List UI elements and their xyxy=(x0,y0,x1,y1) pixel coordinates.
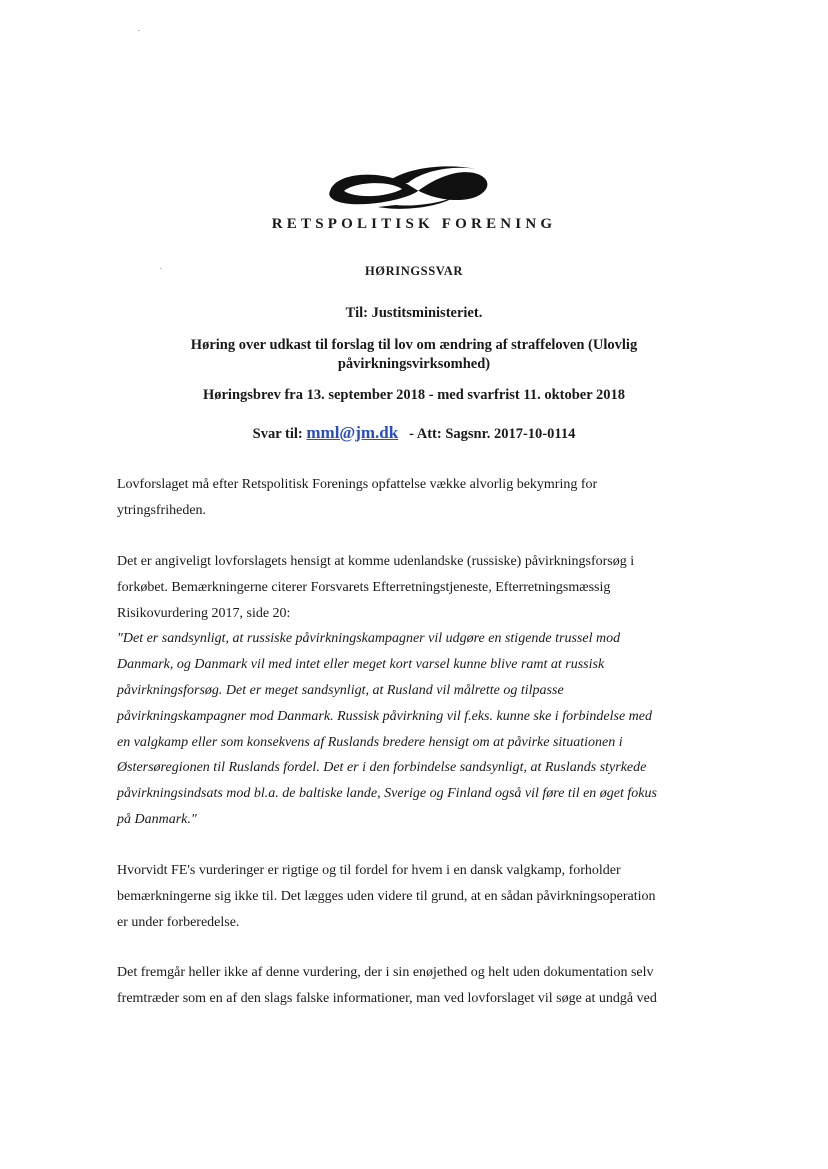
quote-line: en valgkamp eller som konsekvens af Ruslands bredere hensigt om at påvirke situationen i xyxy=(117,734,623,750)
document-type-heading: HØRINGSSVAR xyxy=(364,264,464,278)
text-line: bemærkningerne sig ikke til. Det lægges uden videre til grund, at en sådan påvirkningsoperation xyxy=(117,888,656,904)
quote-line: påvirkningsindsats mod bl.a. de baltiske lande, Sverige og Finland også vil føre til en øget fokus xyxy=(117,786,657,802)
quote-line: på Danmark." xyxy=(117,811,197,827)
case-reference: - Att: Sagsnr. 2017-10-0114 xyxy=(409,426,576,442)
reply-prefix: Svar til: xyxy=(252,426,303,442)
reply-email-link[interactable]: mml@jm.dk xyxy=(306,423,399,442)
paragraph-3 xyxy=(117,858,707,935)
infinity-swoosh-logo xyxy=(326,161,494,215)
recipient-line: Til: Justitsministeriet. xyxy=(345,305,483,321)
quote-line: Danmark, og Danmark vil med intet eller meget kort varsel kunne blive ramt at russisk xyxy=(117,657,605,673)
text-line: Risikovurdering 2017, side 20: xyxy=(117,605,291,621)
subject-line-2: påvirkningsvirksomhed) xyxy=(337,356,491,372)
text-line: Lovforslaget må efter Retspolitisk Forenings opfattelse vække alvorlig bekymring for xyxy=(117,477,598,492)
scan-speck xyxy=(138,30,140,31)
quote-line: påvirkningskampagner mod Danmark. Russisk påvirkning vil f.eks. kunne ske i forbindelse med xyxy=(117,708,653,724)
paragraph-4 xyxy=(117,960,707,1012)
text-line: Hvorvidt FE's vurderinger er rigtige og til fordel for hvem i en dansk valgkamp, forholder xyxy=(117,863,621,878)
paragraph-2 xyxy=(117,549,707,833)
reply-to-line xyxy=(0,423,828,443)
scan-speck xyxy=(160,268,162,269)
text-line: ytringsfriheden. xyxy=(117,502,207,518)
quote-line: påvirkningsforsøg. Det er meget sandsynligt, at Rusland vil målrette og tilpasse xyxy=(117,682,564,698)
text-line: Det er angiveligt lovforslagets hensigt at komme udenlandske (russiske) påvirkningsforsøg i xyxy=(117,554,635,569)
paragraph-1 xyxy=(117,472,707,524)
text-line: Det fremgår heller ikke af denne vurdering, der i sin enøjethed og helt uden dokumentation selv xyxy=(117,965,654,980)
text-line: fremtræder som en af den slags falske informationer, man ved lovforslaget vil søge at undgå ved xyxy=(117,990,657,1006)
text-line: forkøbet. Bemærkningerne citerer Forsvarets Efterretningstjeneste, Efterretningsmæssig xyxy=(117,579,611,595)
subject-line-1: Høring over udkast til forslag til lov om ændring af straffeloven (Ulovlig xyxy=(190,337,638,353)
hearing-dates-line: Høringsbrev fra 13. september 2018 - med svarfrist 11. oktober 2018 xyxy=(202,387,626,403)
organization-name: RETSPOLITISK FORENING xyxy=(271,216,557,232)
quote-line: "Det er sandsynligt, at russiske påvirkningskampagner vil udgøre en stigende trussel mod xyxy=(117,631,621,647)
text-line: er under forberedelse. xyxy=(117,914,240,930)
subject-heading xyxy=(0,336,828,374)
quote-line: Østersøregionen til Ruslands fordel. Det er i den forbindelse sandsynligt, at Ruslands styrkede xyxy=(117,760,647,776)
